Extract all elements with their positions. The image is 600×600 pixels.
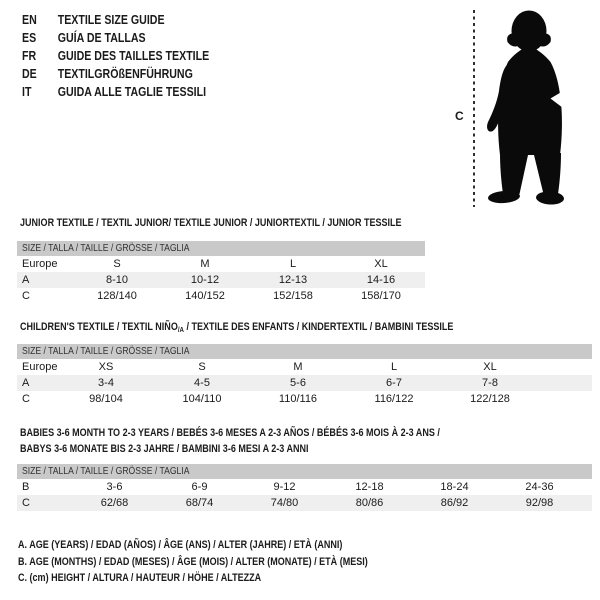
age-cell: 6-7 [386, 377, 402, 389]
baby-silhouette-image [480, 5, 600, 215]
age-cell: 10-12 [190, 274, 220, 286]
babies-title-line2: BABYS 3-6 MONATE BIS 2-3 JAHRE / BAMBINI 3-6 MESI A 2-3 ANNI [20, 443, 309, 455]
age-cell: 8-10 [105, 274, 129, 286]
footnote-a [18, 537, 445, 554]
size-header-bar [17, 464, 592, 479]
height-cell: 140/152 [185, 290, 225, 302]
footnote-c [18, 570, 445, 587]
age-cell: 12-13 [278, 274, 308, 286]
table-row-europe [17, 359, 592, 375]
age-cell: 14-16 [366, 274, 396, 286]
babies-section-title [20, 425, 532, 457]
size-header-label: SIZE / TALLA / TAILLE / GRÖSSE / TAGLIA [22, 345, 190, 357]
row-label: C [22, 393, 30, 405]
size-header-label: SIZE / TALLA / TAILLE / GRÖSSE / TAGLIA [22, 242, 190, 254]
baby-silhouette [487, 11, 564, 206]
language-title: GUÍA DE TALLAS [57, 31, 146, 45]
legend-footnotes [18, 537, 445, 587]
months-cell: 6-9 [191, 481, 208, 493]
height-cell: 92/98 [525, 497, 554, 509]
height-cell: 122/128 [470, 393, 510, 405]
row-label: Europe [22, 361, 58, 373]
language-row [22, 11, 209, 29]
size-cell: L [390, 361, 398, 373]
height-cell: 104/110 [182, 393, 222, 405]
babies-title-line1: BABIES 3-6 MONTH TO 2-3 YEARS / BEBÉS 3-6 MESES A 2-3 AÑOS / BÉBÉS 3-6 MOIS À 2-3 ANS / [20, 427, 440, 439]
size-cell: XL [374, 258, 388, 270]
height-cell: 128/140 [97, 290, 137, 302]
language-title: GUIDE DES TAILLES TEXTILE [57, 49, 210, 63]
size-cell: S [113, 258, 121, 270]
language-code: ES [22, 31, 37, 45]
months-cell: 18-24 [440, 481, 469, 493]
height-cell: 158/170 [361, 290, 401, 302]
row-label: A [22, 274, 30, 286]
language-row [22, 65, 209, 83]
children-title-prefix: CHILDREN'S TEXTILE / TEXTIL NIÑO [20, 321, 178, 333]
row-label: B [22, 481, 30, 493]
table-row-height [17, 495, 592, 511]
height-cell: 110/116 [278, 393, 318, 405]
height-dashed-line [473, 10, 475, 207]
height-cell: 86/92 [440, 497, 469, 509]
table-row-age [17, 272, 425, 288]
language-code: DE [22, 67, 37, 81]
height-cell: 98/104 [89, 393, 123, 405]
months-cell: 9-12 [273, 481, 296, 493]
language-row [22, 47, 209, 65]
row-label: C [22, 290, 30, 302]
size-cell: M [293, 361, 303, 373]
table-row-age [17, 375, 592, 391]
footnote-b-text: B. AGE (MONTHS) / EDAD (MESES) / ÂGE (MOIS) / ALTER (MONATE) / ETÀ (MESI) [18, 555, 368, 568]
size-cell: XL [483, 361, 497, 373]
language-row [22, 29, 209, 47]
size-cell: S [198, 361, 206, 373]
height-marker-c: C [455, 109, 464, 123]
age-cell: 4-5 [194, 377, 210, 389]
language-row [22, 83, 209, 101]
children-section-title [20, 319, 549, 338]
row-label: A [22, 377, 30, 389]
size-header-bar [17, 344, 592, 359]
footnote-c-text: C. (cm) HEIGHT / ALTURA / HAUTEUR / HÖHE / ALTEZZA [18, 572, 262, 584]
height-cell: 68/74 [185, 497, 214, 509]
junior-size-table [17, 241, 425, 304]
row-label: C [22, 497, 30, 509]
size-header-label: SIZE / TALLA / TAILLE / GRÖSSE / TAGLIA [22, 465, 190, 477]
size-cell: M [200, 258, 210, 270]
language-title: TEXTILGRÖßENFÜHRUNG [57, 67, 193, 81]
table-row-europe [17, 256, 425, 272]
children-title-suffix: / TEXTILE DES ENFANTS / KINDERTEXTIL / BAMBINI TESSILE [183, 321, 454, 333]
row-label: Europe [22, 258, 58, 270]
age-cell: 7-8 [482, 377, 498, 389]
junior-section-title [20, 215, 485, 231]
months-cell: 12-18 [355, 481, 384, 493]
table-row-height [17, 288, 425, 304]
junior-section-title-text: JUNIOR TEXTILE / TEXTIL JUNIOR/ TEXTILE JUNIOR / JUNIORTEXTIL / JUNIOR TESSILE [20, 217, 402, 229]
babies-size-table [17, 464, 592, 511]
table-row-months [17, 479, 592, 495]
table-row-height [17, 391, 592, 407]
height-cell: 74/80 [270, 497, 299, 509]
size-cell: XS [98, 361, 114, 373]
footnote-a-text: A. AGE (YEARS) / EDAD (AÑOS) / ÂGE (ANS) / ALTER (JAHRE) / ETÀ (ANNI) [18, 539, 343, 551]
language-title: GUIDA ALLE TAGLIE TESSILI [57, 85, 207, 99]
height-cell: 80/86 [355, 497, 384, 509]
months-cell: 24-36 [525, 481, 554, 493]
language-code: FR [22, 49, 37, 63]
size-cell: L [289, 258, 297, 270]
height-cell: 62/68 [100, 497, 129, 509]
height-cell: 116/122 [374, 393, 414, 405]
language-code: EN [22, 13, 37, 27]
size-header-bar [17, 241, 425, 256]
children-title-sub: /A [177, 325, 184, 334]
children-size-table [17, 344, 592, 407]
language-header [22, 11, 242, 101]
months-cell: 3-6 [106, 481, 123, 493]
language-code: IT [22, 85, 32, 99]
height-cell: 152/158 [273, 290, 313, 302]
children-section-title-text [20, 319, 453, 338]
age-cell: 5-6 [290, 377, 306, 389]
language-title: TEXTILE SIZE GUIDE [57, 13, 165, 27]
footnote-b [18, 554, 445, 571]
age-cell: 3-4 [98, 377, 114, 389]
